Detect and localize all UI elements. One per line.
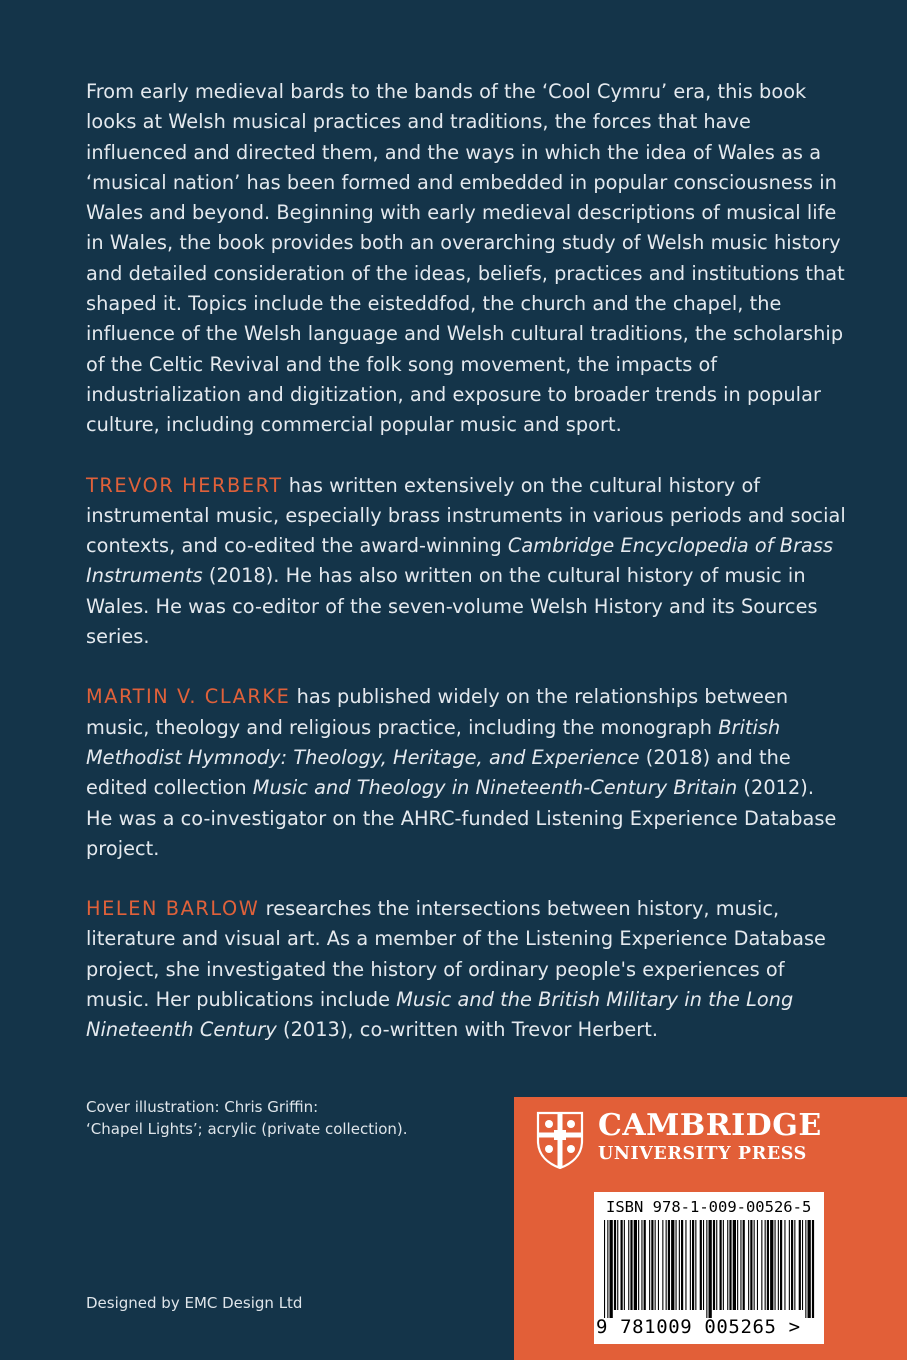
barcode-bar <box>789 1220 790 1310</box>
barcode-bar <box>765 1220 766 1310</box>
barcode-bar <box>723 1220 724 1310</box>
barcode-bar <box>604 1220 605 1318</box>
barcode-bar <box>767 1220 769 1310</box>
barcode-bar <box>720 1220 722 1310</box>
author-name: TREVOR HERBERT <box>86 473 283 497</box>
ean-digits: 9 781009 005265 > <box>596 1316 801 1338</box>
book-title: Music and the British Military in the Long Nineteenth Century <box>86 988 794 1042</box>
barcode-bar <box>607 1220 608 1318</box>
barcode-bar <box>679 1220 680 1310</box>
author-bio-barlow: HELEN BARLOW researches the intersections between history, music, literature and visual art. As a member of the Listening Experience Database project, she investigated the history of ordinary people's experiences of music. Her publications include Music and the British Military in the Long Nineteenth Century (2013), co-written with Trevor Herbert. <box>86 897 826 1042</box>
barcode-bar <box>703 1220 704 1310</box>
barcode-bar <box>780 1220 782 1310</box>
barcode-bar <box>812 1220 814 1318</box>
barcode-bar <box>743 1220 745 1310</box>
barcode-bar <box>649 1220 650 1310</box>
barcode-bar <box>610 1220 613 1318</box>
barcode-bar <box>778 1220 779 1310</box>
barcode-bar <box>668 1220 670 1310</box>
author-name: MARTIN V. CLARKE <box>86 685 291 709</box>
author-bio-herbert: TREVOR HERBERT has written extensively on the cultural history of instrumental music, especially brass instruments in various periods and social contexts, and co-edited the award-winning Cambridge Encyclopedia of Brass Instruments (2018). He has also written on the cultural history of music in Wales. He was co-editor of the seven-volume Welsh History and its Sources series. <box>86 473 846 649</box>
barcode-bar <box>805 1220 806 1318</box>
barcode-bar <box>737 1220 738 1310</box>
barcode-bar <box>799 1220 801 1310</box>
barcode-bar <box>808 1220 811 1318</box>
back-cover-blurb <box>86 77 846 1076</box>
barcode-bar <box>740 1220 741 1310</box>
barcode-bar <box>690 1220 691 1310</box>
barcode-bar <box>681 1220 683 1310</box>
barcode-bar <box>716 1220 717 1310</box>
barcode-bar <box>685 1220 686 1310</box>
barcode-bar <box>748 1220 749 1310</box>
barcode-bar <box>695 1220 696 1310</box>
barcode-bar <box>644 1220 646 1310</box>
barcode-bar <box>733 1220 736 1310</box>
barcode-bar <box>775 1220 776 1310</box>
barcode-bar <box>614 1220 616 1310</box>
barcode-bar <box>641 1220 642 1310</box>
barcode-bar <box>666 1220 667 1310</box>
book-description: From early medieval bards to the bands of the ‘Cool Cymru’ era, this book looks at Welsh musical practices and traditions, the forces that have influenced and directed them, and the ways in which the idea of Wales as a ‘musical nation’ has been formed and embedded in popular consciousness in Wales and beyond. Beginning with early medieval descriptions of musical life in Wales, the book provides both an overarching study of Welsh music history and detailed consideration of the ideas, beliefs, practices and institutions that shaped it. Topics include the eisteddfod, the church and the chapel, the influence of the Welsh language and Welsh cultural traditions, the scholarship of the Celtic Revival and the folk song movement, the impacts of industrialization and digitization, and exposure to broader trends in popular culture, including commercial popular music and sport. <box>86 80 845 437</box>
author-bio-clarke: MARTIN V. CLARKE has published widely on the relationships between music, theology and religious practice, including the monograph British Methodist Hymnody: Theology, Heritage, and Experience (2018) and the edited collection Music and Theology in Nineteenth-Century Britain (2012). He was a co-investigator on the AHRC-funded Listening Experience Database project. <box>86 685 837 860</box>
barcode-bar <box>791 1220 793 1310</box>
book-title: Cambridge Encyclopedia of Brass Instruments <box>86 534 834 588</box>
barcode-bar <box>655 1220 656 1310</box>
barcode-bar <box>757 1220 758 1310</box>
barcode-bar <box>770 1220 773 1310</box>
book-title: British Methodist Hymnody: Theology, Heritage, and Experience <box>86 715 781 769</box>
barcode-bar <box>727 1220 728 1310</box>
publisher-name: CAMBRIDGE UNIVERSITY PRESS <box>598 1108 822 1164</box>
barcode-bars <box>598 1220 820 1318</box>
barcode-bar <box>761 1220 762 1310</box>
barcode-bar <box>692 1220 694 1310</box>
barcode-bar <box>617 1220 618 1310</box>
barcode-bar <box>802 1220 803 1310</box>
barcode-bar <box>630 1220 632 1310</box>
cambridge-shield-icon <box>536 1111 584 1169</box>
book-title: Music and Theology in Nineteenth-Century Britain <box>252 776 738 800</box>
author-name: HELEN BARLOW <box>86 897 260 921</box>
barcode-bar <box>624 1220 625 1310</box>
cover-illustration-credit: Cover illustration: Chris Griffin: ‘Chapel Lights’; acrylic (private collection). <box>86 1098 408 1138</box>
barcode-bar <box>754 1220 755 1310</box>
barcode-bar <box>628 1220 629 1310</box>
barcode-bar <box>621 1220 623 1310</box>
barcode-bar <box>662 1220 663 1310</box>
barcode-bar <box>671 1220 674 1310</box>
barcode-bar <box>634 1220 637 1310</box>
barcode-bar <box>638 1220 639 1310</box>
barcode-bar <box>784 1220 785 1310</box>
barcode-bar <box>706 1220 707 1318</box>
isbn-text: ISBN 978-1-009-00526-5 <box>606 1198 812 1216</box>
barcode-bar <box>750 1220 752 1310</box>
barcode-bar <box>651 1220 653 1310</box>
barcode-bar <box>658 1220 659 1310</box>
barcode-bar <box>794 1220 795 1310</box>
barcode-bar <box>700 1220 702 1310</box>
design-credit: Designed by EMC Design Ltd <box>86 1294 303 1312</box>
barcode-bar <box>676 1220 677 1310</box>
barcode-bar <box>729 1220 731 1310</box>
barcode-bar <box>713 1220 715 1310</box>
publisher-panel <box>514 1097 907 1360</box>
barcode-bar <box>709 1220 712 1318</box>
isbn-barcode <box>594 1192 824 1344</box>
